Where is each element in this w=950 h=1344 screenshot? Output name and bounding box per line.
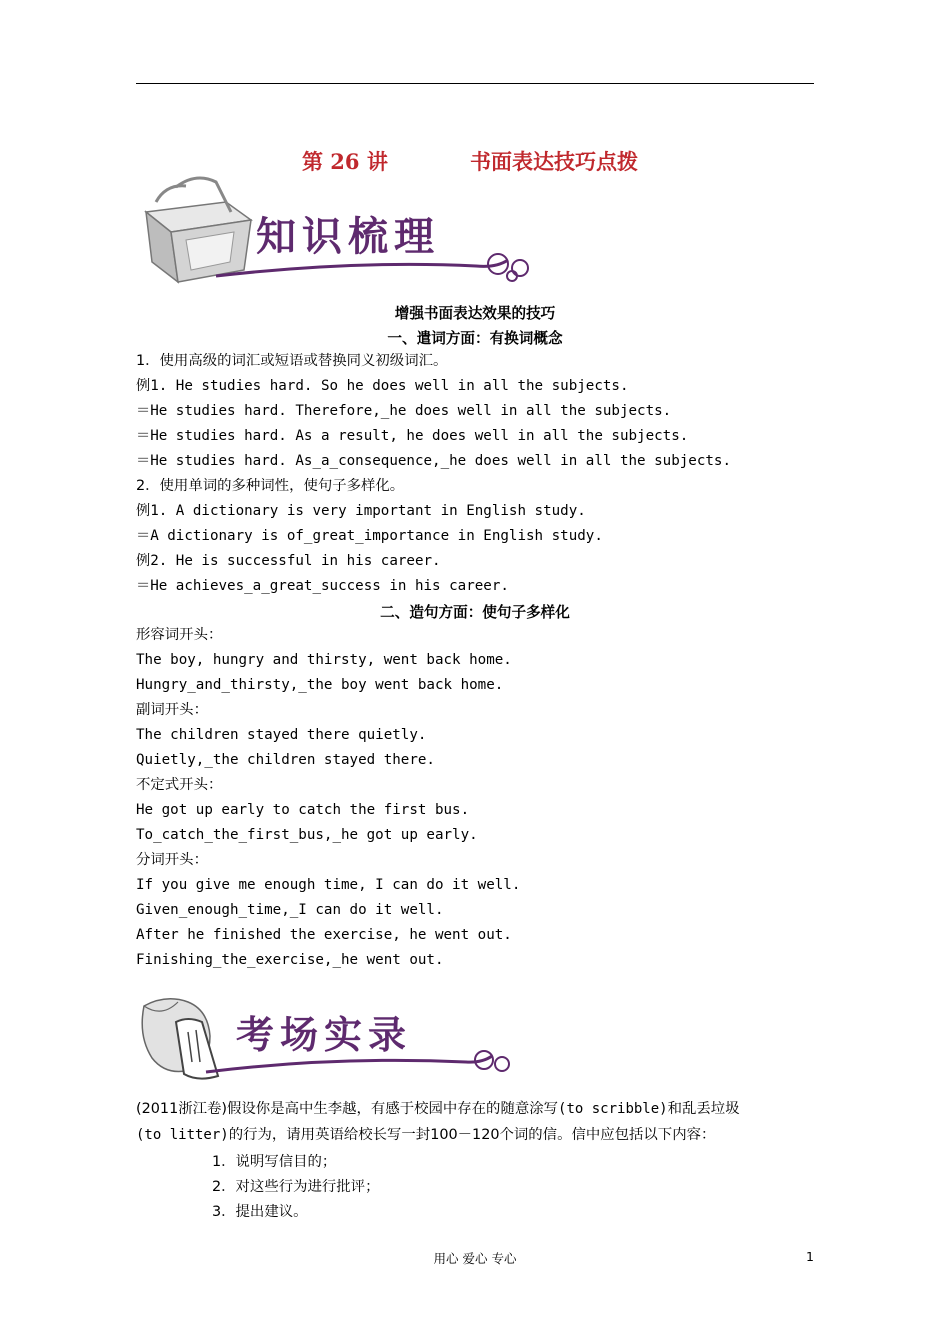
part2-line: 形容词开头： xyxy=(136,627,223,643)
part1-line: 例2. He is successful in his career. xyxy=(136,553,441,569)
part2-heading: 二、造句方面：使句子多样化 xyxy=(380,604,570,621)
exam-prompt-text: 和乱丢垃圾 xyxy=(667,1101,740,1117)
part2-line: He got up early to catch the first bus. xyxy=(136,802,470,818)
lecture-name: 书面表达技巧点拨 xyxy=(470,149,638,174)
lecture-number: 第 26 讲 xyxy=(302,149,388,174)
exam-requirement: 3．提出建议。 xyxy=(212,1204,308,1220)
part2-line: 分词开头： xyxy=(136,852,208,868)
exam-prompt-text: 的行为，请用英语给校长写一封100－120个词的信。信中应包括以下内容： xyxy=(228,1127,716,1143)
part2-line: After he finished the exercise, he went out. xyxy=(136,927,512,943)
exam-prompt-line-2 xyxy=(136,1122,820,1148)
part2-line: Finishing_the_exercise,_he went out. xyxy=(136,952,444,968)
part2-line: 副词开头： xyxy=(136,702,208,718)
exam-prompt xyxy=(136,1096,820,1148)
exam-banner-text: 考场实录 xyxy=(236,1013,413,1057)
page-number: 1 xyxy=(806,1249,814,1264)
part2-line: Quietly,_the children stayed there. xyxy=(136,752,435,768)
exam-requirement: 2．对这些行为进行批评； xyxy=(212,1179,380,1195)
header-rule xyxy=(136,83,814,84)
part2-line: Hungry_and_thirsty,_the boy went back home. xyxy=(136,677,504,693)
part1-line: 1．使用高级的词汇或短语或替换同义初级词汇。 xyxy=(136,353,448,369)
knowledge-banner-text: 知识梳理 xyxy=(256,214,440,260)
knowledge-banner xyxy=(136,172,538,284)
part2-line: The boy, hungry and thirsty, went back home. xyxy=(136,652,512,668)
basket-icon xyxy=(146,178,251,282)
exam-prompt-line-1 xyxy=(136,1096,820,1122)
exam-prompt-text: (2011浙江卷)假设你是高中生李越，有感于校园中存在的随意涂写 xyxy=(136,1101,559,1117)
computer-mouse-icon xyxy=(142,999,218,1079)
part1-line: ＝A dictionary is of_great_importance in English study. xyxy=(136,528,603,544)
part2-line: 不定式开头： xyxy=(136,777,223,793)
part1-heading: 一、遣词方面：有换词概念 xyxy=(387,330,563,347)
section-heading: 增强书面表达效果的技巧 xyxy=(394,305,556,322)
footer-motto: 用心 爱心 专心 xyxy=(433,1251,517,1266)
part1-line: 例1. He studies hard. So he does well in all the subjects. xyxy=(136,378,629,394)
part1-line: 2．使用单词的多种词性，使句子多样化。 xyxy=(136,478,405,494)
part1-line: ＝He studies hard. As_a_consequence,_he does well in all the subjects. xyxy=(136,453,732,469)
part1-line: ＝He studies hard. As a result, he does well in all the subjects. xyxy=(136,428,689,444)
exam-banner xyxy=(136,992,516,1084)
part2-line: Given_enough_time,_I can do it well. xyxy=(136,902,444,918)
part1-line: ＝He studies hard. Therefore,_he does well in all the subjects. xyxy=(136,403,672,419)
part1-line: 例1. A dictionary is very important in English study. xyxy=(136,503,586,519)
exam-requirement: 1．说明写信目的； xyxy=(212,1154,337,1170)
exam-prompt-english: (to litter) xyxy=(136,1127,229,1143)
exam-prompt-english: (to scribble) xyxy=(558,1101,668,1117)
part1-line: ＝He achieves_a_great_success in his career. xyxy=(136,578,509,594)
part2-line: To_catch_the_first_bus,_he got up early. xyxy=(136,827,478,843)
part2-line: If you give me enough time, I can do it well. xyxy=(136,877,521,893)
part2-line: The children stayed there quietly. xyxy=(136,727,427,743)
